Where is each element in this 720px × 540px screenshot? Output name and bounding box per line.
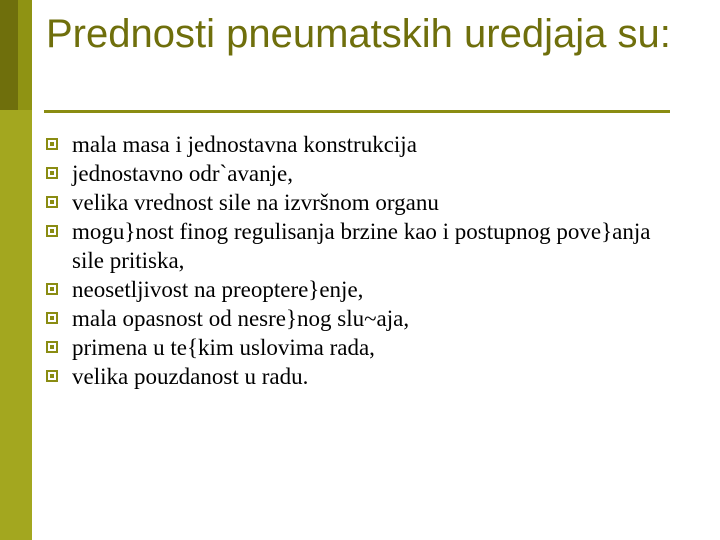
list-item — [46, 159, 686, 188]
bullet-text: velika vrednost sile na izvršnom organu — [72, 190, 439, 215]
square-bullet-icon — [46, 138, 58, 150]
square-bullet-icon — [46, 283, 58, 295]
bullet-list — [46, 130, 686, 391]
bullet-text: velika pouzdanost u radu. — [72, 364, 309, 389]
list-item — [46, 362, 686, 391]
square-bullet-icon — [46, 341, 58, 353]
left-decor-bar-dark — [0, 0, 18, 110]
list-item — [46, 130, 686, 159]
list-item — [46, 333, 686, 362]
list-item — [46, 275, 686, 304]
square-bullet-icon — [46, 312, 58, 324]
bullet-text: primena u te{kim uslovima rada, — [72, 335, 375, 360]
square-bullet-icon — [46, 196, 58, 208]
square-bullet-icon — [46, 225, 58, 237]
title-underline — [44, 110, 670, 113]
bullet-text: mala opasnost od nesre}nog slu~aja, — [72, 306, 410, 331]
slide-title: Prednosti pneumatskih uredjaja su: — [46, 12, 671, 56]
square-bullet-icon — [46, 167, 58, 179]
bullet-text: mogu}nost finog regulisanja brzine kao i postupnog pove}anja sile pritiska, — [72, 219, 651, 273]
bullet-text: jednostavno odr`avanje, — [72, 161, 293, 186]
left-decor-bar-light — [18, 0, 32, 110]
bullet-text: neosetljivost na preoptere}enje, — [72, 277, 364, 302]
list-item — [46, 304, 686, 333]
list-item — [46, 217, 686, 275]
square-bullet-icon — [46, 370, 58, 382]
left-decor-bar-lower — [0, 110, 32, 540]
list-item — [46, 188, 686, 217]
bullet-text: mala masa i jednostavna konstrukcija — [72, 132, 417, 157]
